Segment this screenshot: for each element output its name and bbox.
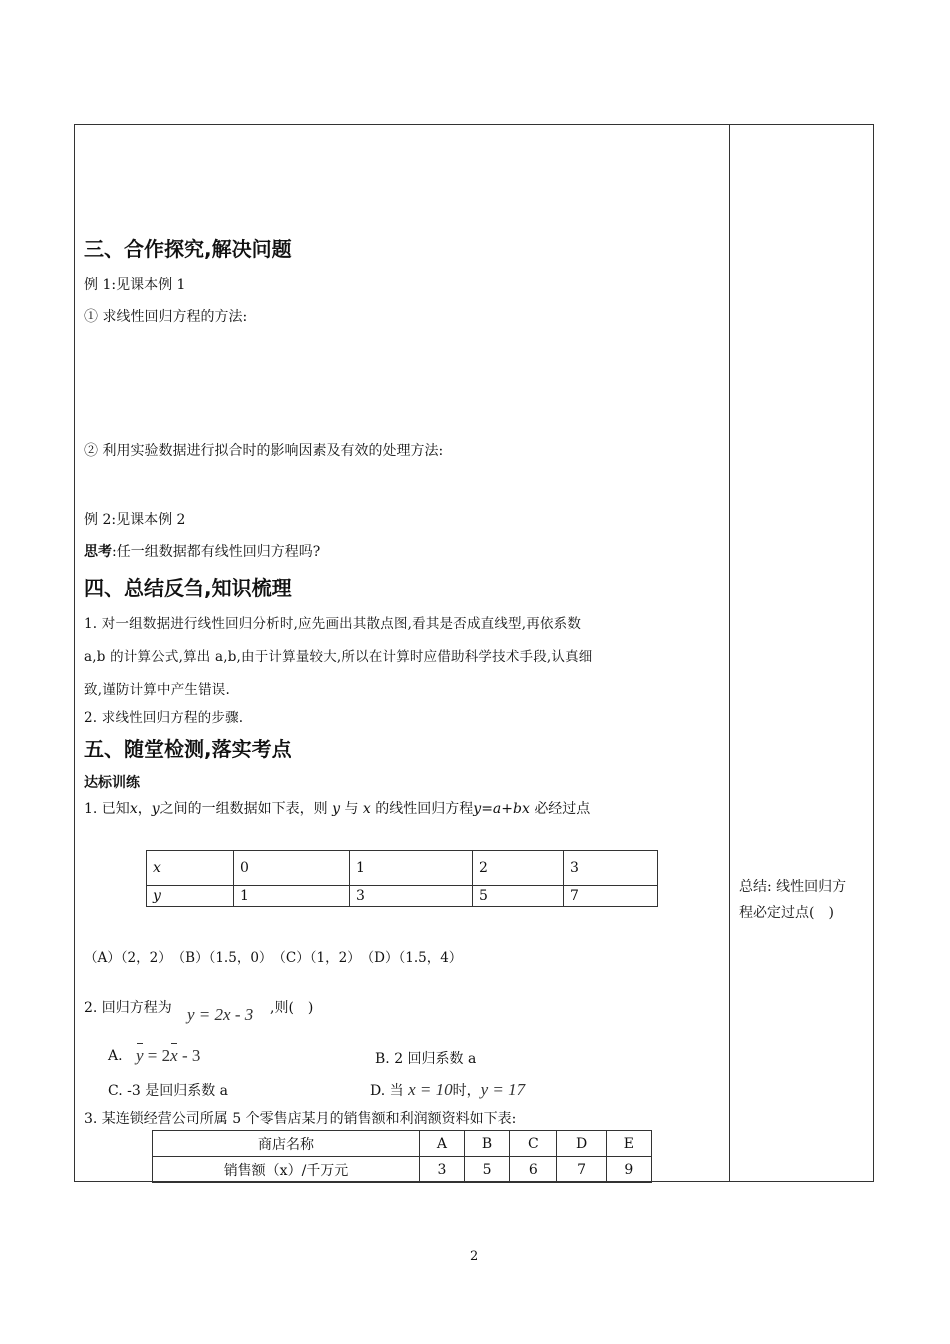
example2-text: 例 2:见课本例 2 bbox=[84, 512, 186, 528]
summary-line-2: a,b 的计算公式,算出 a,b,由于计算量较大,所以在计算时应借助科学技术手段,认真细 bbox=[84, 649, 593, 665]
fitting-question: ② 利用实验数据进行拟合时的影响因素及有效的处理方法: bbox=[84, 443, 444, 459]
page-number: 2 bbox=[470, 1249, 479, 1264]
example1-text: 例 1:见课本例 1 bbox=[84, 277, 186, 293]
table-row: 商店名称 A B C D E bbox=[153, 1131, 652, 1157]
think-label: 思考 bbox=[84, 544, 112, 560]
table-row: x 0 1 2 3 bbox=[147, 851, 658, 886]
question3-text: 3. 某连锁经营公司所属 5 个零售店某月的销售额和利润额资料如下表: bbox=[84, 1111, 517, 1127]
question1-text: 1. 已知x，y之间的一组数据如下表，则 y 与 x 的线性回归方程y=a+bx 必经过点 bbox=[84, 801, 591, 817]
summary-line-3: 致,谨防计算中产生错误. bbox=[84, 682, 230, 698]
column-divider bbox=[729, 124, 730, 1182]
question1-options: （A）（2，2） （B）（1.5，0） （C）（1，2） （D）（1.5，4） bbox=[84, 950, 463, 966]
store-sales-table bbox=[152, 1130, 652, 1183]
side-note-line-2: 程必定过点( ) bbox=[739, 905, 834, 921]
table-row: y 1 3 5 7 bbox=[147, 886, 658, 907]
question2-text: 2. 回归方程为 bbox=[84, 1000, 172, 1016]
section3-heading: 三、合作探究,解决问题 bbox=[84, 237, 292, 261]
option-c: C. -3 是回归系数 a bbox=[108, 1083, 228, 1099]
option-d: D. 当 x = 10时，y = 17 bbox=[370, 1080, 526, 1099]
summary-line-4: 2. 求线性回归方程的步骤. bbox=[84, 710, 244, 726]
method-question: ① 求线性回归方程的方法: bbox=[84, 309, 248, 325]
table-row: 销售额（x）/千万元 3 5 6 7 9 bbox=[153, 1157, 652, 1183]
section5-heading: 五、随堂检测,落实考点 bbox=[84, 737, 292, 761]
think-line bbox=[84, 541, 320, 561]
practice-subheading: 达标训练 bbox=[84, 775, 140, 791]
option-b: B. 2 回归系数 a bbox=[375, 1051, 477, 1067]
section4-heading: 四、总结反刍,知识梳理 bbox=[84, 576, 292, 600]
summary-line-1: 1. 对一组数据进行线性回归分析时,应先画出其散点图,看其是否成直线型,再依系数 bbox=[84, 616, 582, 632]
think-text: :任一组数据都有线性回归方程吗? bbox=[112, 544, 321, 560]
side-note-line-1: 总结: 线性回归方 bbox=[739, 879, 847, 895]
option-a-label: A. bbox=[108, 1048, 123, 1064]
option-a-equation: y = 2x - 3 bbox=[136, 1046, 201, 1065]
regression-equation: y = 2x - 3 bbox=[187, 1005, 254, 1024]
xy-data-table bbox=[146, 850, 658, 907]
question2-then: ,则( ) bbox=[270, 1000, 314, 1016]
